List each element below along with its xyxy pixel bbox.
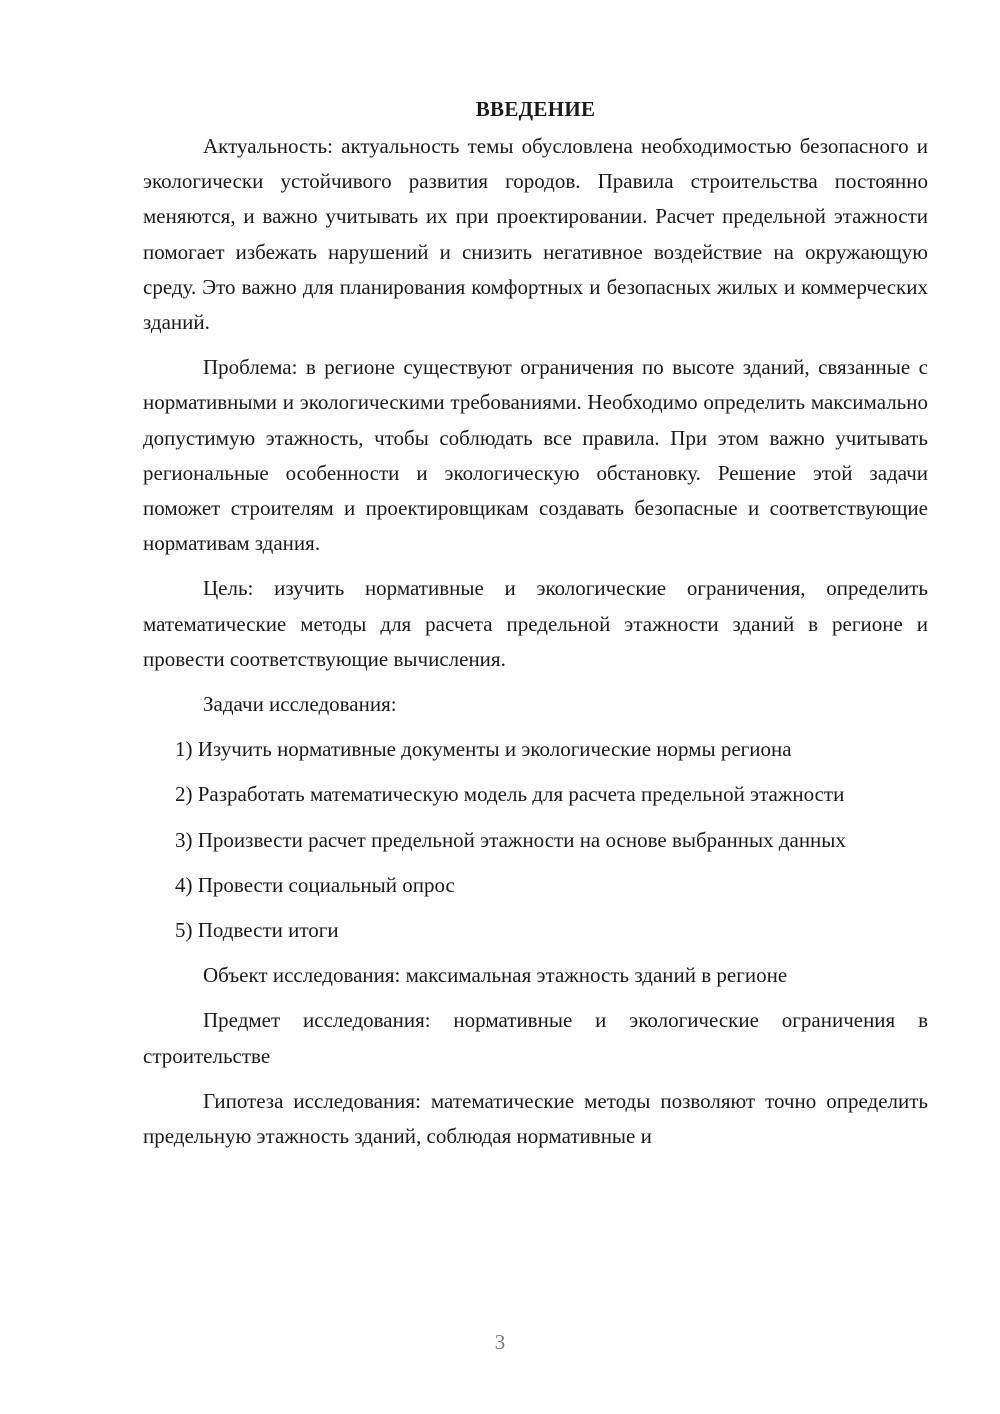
task-item-3: 3) Произвести расчет предельной этажности на основе выбранных данных [175,827,846,852]
paragraph-hypothesis: Гипотеза исследования: математические методы позволяют точно определить предельную этажность зданий, соблюдая нормативные и [143,1088,928,1149]
task-item-5: 5) Подвести итоги [175,918,339,943]
page-number: 3 [494,1330,506,1354]
paragraph-goal: Цель: изучить нормативные и экологические ограничения, определить математические методы для расчета предельной этажности зданий в регионе и провести соответствующие вычисления. [143,576,928,671]
paragraph-object: Объект исследования: максимальная этажность зданий в регионе [203,963,788,988]
task-item-2: 2) Разработать математическую модель для расчета предельной этажности [175,782,845,807]
document-page [143,92,928,1164]
paragraph-subject: Предмет исследования: нормативные и экологические ограничения в строительстве [143,1008,928,1068]
task-item-1: 1) Изучить нормативные документы и экологические нормы региона [175,737,792,762]
section-title: ВВЕДЕНИЕ [475,97,596,121]
tasks-heading: Задачи исследования: [203,692,397,717]
task-item-4: 4) Провести социальный опрос [175,872,455,897]
paragraph-problem: Проблема: в регионе существуют ограничения по высоте зданий, связанные с нормативными и экологическими требованиями. Необходимо определить максимально допустимую этажность, чтобы соблюдать все правила. При этом важно учитывать региональные особенности и экологическую обстановку. Решение этой задачи поможет строителям и проектировщикам создавать безопасные и соответствующие нормативам здания. [143,355,928,556]
paragraph-relevance: Актуальность: актуальность темы обусловлена необходимостью безопасного и экологически устойчивого развития городов. Правила строительства постоянно меняются, и важно учитывать их при проектировании. Расчет предельной этажности помогает избежать нарушений и снизить негативное воздействие на окружающую среду. Это важно для планирования комфортных и безопасных жилых и коммерческих зданий. [143,134,928,335]
